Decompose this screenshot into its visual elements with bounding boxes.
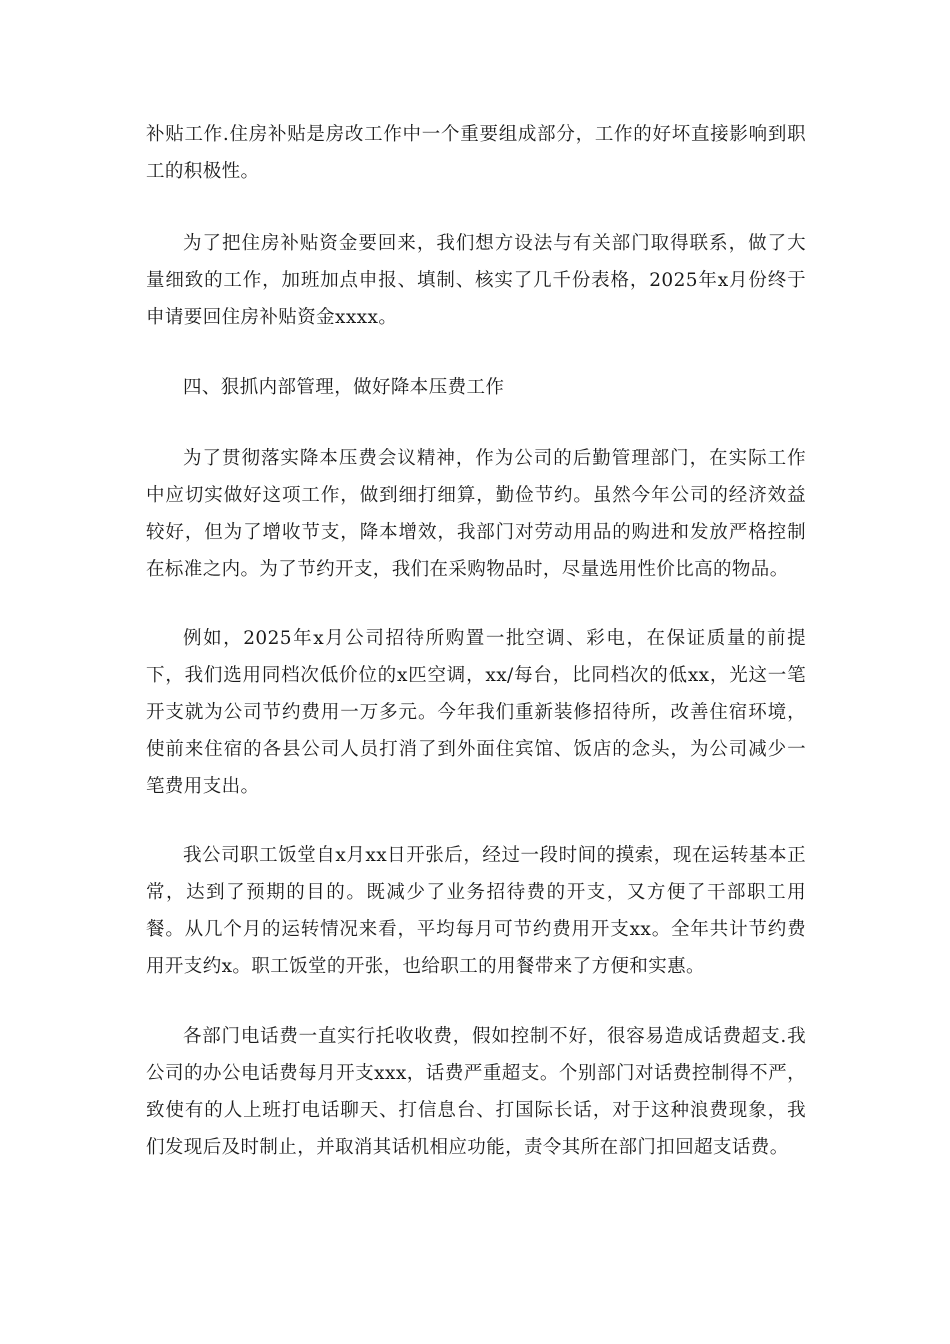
paragraph-guesthouse-example: 例如，2025年x月公司招待所购置一批空调、彩电，在保证质量的前提下，我们选用同档次低价位的x匹空调，xx/每台，比同档次的低xx，光这一笔开支就为公司节约费用一万多元。今年我们重新装修招待所，改善住宿环境，使前来住宿的各县公司人员打消了到外面住宾馆、饭店的念头，为公司减少一笔费用支出。 [146,628,806,797]
section-heading-cost-reduction: 四、狠抓内部管理，做好降本压费工作 [183,377,505,398]
paragraph-housing-subsidy-intro: 补贴工作.住房补贴是房改工作中一个重要组成部分，工作的好坏直接影响到职工的积极性。 [146,124,806,182]
paragraph-housing-subsidy-recovery: 为了把住房补贴资金要回来，我们想方设法与有关部门取得联系，做了大量细致的工作，加班加点申报、填制、核实了几千份表格，2025年x月份终于申请要回住房补贴资金xxxx。 [146,233,806,328]
paragraph-phone-charges: 各部门电话费一直实行托收收费，假如控制不好，很容易造成话费超支.我公司的办公电话费每月开支xxx，话费严重超支。个别部门对话费控制得不严，致使有的人上班打电话聊天、打信息台、打国际长话，对于这种浪费现象，我们发现后及时制止，并取消其话机相应功能，责令其所在部门扣回超支话费。 [146,1026,806,1158]
paragraph-staff-canteen: 我公司职工饭堂自x月xx日开张后，经过一段时间的摸索，现在运转基本正常，达到了预期的目的。既减少了业务招待费的开支，又方便了干部职工用餐。从几个月的运转情况来看，平均每月可节约费用开支xx。全年共计节约费用开支约x。职工饭堂的开张，也给职工的用餐带来了方便和实惠。 [146,845,806,977]
paragraph-cost-reduction-policy: 为了贯彻落实降本压费会议精神，作为公司的后勤管理部门，在实际工作中应切实做好这项工作，做到细打细算，勤俭节约。虽然今年公司的经济效益较好，但为了增收节支，降本增效，我部门对劳动用品的购进和发放严格控制在标准之内。为了节约开支，我们在采购物品时，尽量选用性价比高的物品。 [146,448,806,580]
